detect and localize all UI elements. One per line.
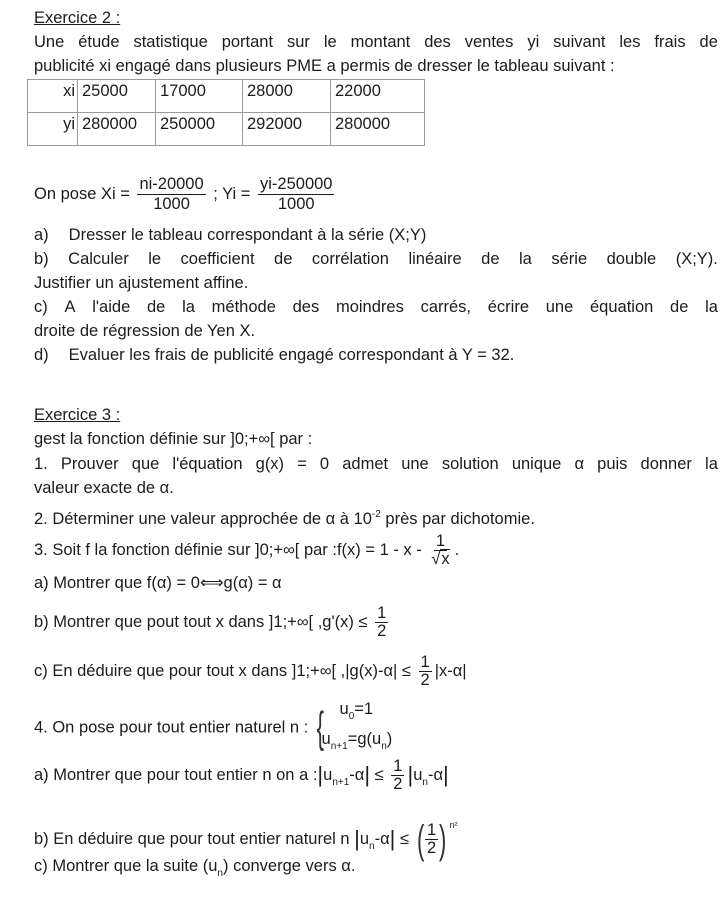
left-brace: { bbox=[316, 703, 324, 752]
abs-bar: | bbox=[389, 826, 396, 851]
question-4 bbox=[34, 698, 392, 758]
data-table bbox=[27, 79, 425, 146]
table-cell: 280000 bbox=[331, 113, 425, 146]
word: de bbox=[670, 298, 689, 316]
word: donner bbox=[640, 455, 692, 473]
fraction-one-half bbox=[375, 605, 388, 640]
table-cell: 28000 bbox=[243, 80, 331, 113]
fraction-x bbox=[137, 175, 205, 214]
question-4c bbox=[34, 855, 355, 885]
variable-change bbox=[34, 174, 337, 214]
abs-bar: | bbox=[407, 762, 414, 787]
question-text: ) converge vers α. bbox=[222, 857, 356, 875]
question-1-continuation: valeur exacte de α. bbox=[34, 479, 174, 497]
fraction-denominator: 2 bbox=[420, 671, 430, 690]
question-text: 2. Déterminer une valeur approchée de α à 10 bbox=[34, 510, 372, 528]
u: u bbox=[339, 700, 349, 718]
fraction-numerator: ni-20000 bbox=[139, 175, 204, 194]
close-paren: ) bbox=[386, 730, 393, 748]
word: une bbox=[545, 298, 574, 316]
word: unique bbox=[511, 455, 562, 473]
word: portant bbox=[221, 33, 274, 51]
question-4a bbox=[34, 755, 449, 803]
word: carrés, bbox=[420, 298, 471, 316]
fraction-numerator: 1 bbox=[393, 757, 403, 776]
word: (X;Y). bbox=[675, 250, 718, 268]
question-text: a) Montrer que pour tout entier n on a : bbox=[34, 766, 318, 784]
word: des bbox=[292, 298, 320, 316]
word: = bbox=[297, 455, 307, 473]
word: c) bbox=[34, 298, 48, 316]
word: étude bbox=[78, 33, 120, 51]
word: l'aide bbox=[92, 298, 131, 316]
word: puis bbox=[597, 455, 628, 473]
word: le bbox=[148, 250, 162, 268]
word: solution bbox=[441, 455, 499, 473]
fraction-one-half bbox=[419, 654, 432, 689]
exercise-2-title: Exercice 2 : bbox=[34, 9, 121, 27]
subscript: n bbox=[217, 868, 223, 879]
fraction-denominator: √x bbox=[431, 550, 450, 569]
word: g(x) bbox=[255, 455, 285, 473]
word: la bbox=[182, 298, 195, 316]
question-text: b) Montrer que pout tout x dans ]1;+∞[ ,g'(x) ≤ bbox=[34, 613, 373, 631]
sqrt-radicand: x bbox=[441, 550, 450, 569]
question-text: b) En déduire que pour tout entier naturel n bbox=[34, 830, 355, 848]
abs-bar: | bbox=[364, 762, 371, 787]
table-cell: 292000 bbox=[243, 113, 331, 146]
fraction-denominator: 2 bbox=[377, 622, 387, 641]
fraction-numerator: 1 bbox=[377, 604, 387, 623]
system-lines bbox=[322, 698, 393, 758]
word: une bbox=[401, 455, 429, 473]
question-3c bbox=[34, 651, 467, 691]
minus-alpha: -α bbox=[374, 830, 390, 848]
word: moindres bbox=[335, 298, 404, 316]
question-text: Evaluer les frais de publicité engagé correspondant à Y = 32. bbox=[68, 346, 515, 364]
word: statistique bbox=[133, 33, 208, 51]
fraction-numerator: 1 bbox=[420, 653, 430, 672]
table-cell: 250000 bbox=[156, 113, 243, 146]
pose-prefix: On pose Xi = bbox=[34, 185, 135, 203]
row-label-yi: yi bbox=[28, 113, 78, 146]
question-1 bbox=[34, 453, 718, 475]
word: frais bbox=[654, 33, 686, 51]
u: u bbox=[359, 830, 370, 848]
exponent: n² bbox=[449, 820, 458, 830]
word: le bbox=[323, 33, 337, 51]
table-row-yi bbox=[28, 113, 425, 146]
question-c-continuation: droite de régression de Yen X. bbox=[34, 322, 256, 340]
question-3 bbox=[34, 530, 459, 570]
word: admet bbox=[342, 455, 389, 473]
pose-separator: ; Yi = bbox=[208, 185, 255, 203]
question-c bbox=[34, 296, 718, 318]
word: montant bbox=[350, 33, 411, 51]
fraction-denominator: 2 bbox=[426, 839, 437, 858]
subscript: n+1 bbox=[330, 741, 348, 752]
exercise-3-title: Exercice 3 : bbox=[34, 406, 121, 424]
question-text: c) En déduire que pour tout x dans ]1;+∞[ ,|g(x)-α| ≤ bbox=[34, 662, 416, 680]
word: de bbox=[699, 33, 718, 51]
word: 0 bbox=[319, 455, 330, 473]
abs-bar: | bbox=[317, 762, 324, 787]
fraction-denominator: 1000 bbox=[153, 195, 190, 214]
table-cell: 17000 bbox=[156, 80, 243, 113]
word: méthode bbox=[211, 298, 276, 316]
u: u bbox=[413, 766, 423, 784]
question-letter: d) bbox=[34, 346, 49, 364]
word: la bbox=[705, 455, 718, 473]
fraction-one-half bbox=[391, 758, 404, 793]
right-paren: ) bbox=[439, 817, 447, 862]
fraction-numerator: yi-250000 bbox=[260, 175, 333, 194]
word: écrire bbox=[487, 298, 529, 316]
table-cell: 22000 bbox=[331, 80, 425, 113]
subscript: n bbox=[422, 777, 428, 788]
abs-bar: | bbox=[443, 762, 449, 787]
exercise-2-intro-line-2: publicité xi engagé dans plusieurs PME a permis de dresser le tableau suivant : bbox=[34, 57, 615, 75]
word: A bbox=[64, 298, 76, 316]
word: l'équation bbox=[172, 455, 243, 473]
word: série bbox=[551, 250, 588, 268]
word: la bbox=[519, 250, 532, 268]
word: 1. bbox=[34, 455, 48, 473]
word: la bbox=[705, 298, 718, 316]
table-cell: 280000 bbox=[78, 113, 156, 146]
leq: ≤ bbox=[370, 766, 389, 784]
word: linéaire bbox=[408, 250, 462, 268]
question-a bbox=[34, 224, 426, 246]
table-cell: 25000 bbox=[78, 80, 156, 113]
fraction-numerator: 1 bbox=[435, 532, 446, 551]
word: des bbox=[424, 33, 451, 51]
u: u bbox=[323, 766, 333, 784]
question-text: |x-α| bbox=[434, 662, 467, 680]
system-line-2 bbox=[322, 728, 393, 758]
fraction-denominator: 2 bbox=[393, 775, 403, 794]
minus-alpha: -α bbox=[349, 766, 365, 784]
word: b) bbox=[34, 250, 49, 268]
fraction-one-over-sqrt-x bbox=[429, 533, 451, 568]
question-text: près par dichotomie. bbox=[380, 510, 535, 528]
fraction-denominator: 1000 bbox=[277, 195, 315, 214]
u: u bbox=[321, 730, 331, 748]
question-text: . bbox=[454, 541, 460, 559]
word: de bbox=[146, 298, 166, 316]
fraction-y bbox=[258, 175, 334, 214]
word: équation bbox=[590, 298, 654, 316]
word: yi bbox=[527, 33, 540, 51]
word: coefficient bbox=[180, 250, 255, 268]
subscript: n+1 bbox=[332, 777, 350, 788]
word: suivant bbox=[553, 33, 606, 51]
question-3b bbox=[34, 602, 391, 642]
word: Une bbox=[34, 33, 65, 51]
minus-alpha: -α bbox=[427, 766, 443, 784]
question-text: Dresser le tableau correspondant à la série (X;Y) bbox=[68, 226, 427, 244]
word: Prouver bbox=[60, 455, 119, 473]
question-letter: a) bbox=[34, 226, 49, 244]
question-2 bbox=[34, 504, 535, 530]
abs-bar: | bbox=[354, 826, 360, 851]
recurrence-rhs: =g(u bbox=[347, 730, 382, 748]
subscript: n bbox=[381, 741, 387, 752]
recurrence-system bbox=[313, 698, 392, 758]
word: Calculer bbox=[68, 250, 129, 268]
u0-value: =1 bbox=[354, 700, 374, 718]
fraction-one-half bbox=[425, 822, 438, 857]
question-text: c) Montrer que la suite (u bbox=[34, 857, 218, 875]
exercise-2-intro-line-1 bbox=[34, 31, 718, 53]
left-paren: ( bbox=[416, 817, 424, 862]
system-line-1 bbox=[322, 698, 393, 728]
word: de bbox=[274, 250, 293, 268]
row-label-xi: xi bbox=[28, 80, 78, 113]
word: ventes bbox=[464, 33, 514, 51]
leq: ≤ bbox=[395, 830, 414, 848]
question-text: 3. Soit f la fonction définie sur ]0;+∞[ par :f(x) = 1 - x - bbox=[34, 541, 427, 559]
word: double bbox=[606, 250, 657, 268]
word: α bbox=[574, 455, 585, 473]
question-b bbox=[34, 248, 718, 270]
word: les bbox=[619, 33, 641, 51]
word: sur bbox=[287, 33, 310, 51]
word: de bbox=[481, 250, 500, 268]
question-b-continuation: Justifier un ajustement affine. bbox=[34, 274, 249, 292]
question-d bbox=[34, 344, 514, 366]
question-3a: a) Montrer que f(α) = 0⟺g(α) = α bbox=[34, 574, 282, 592]
exponent: -2 bbox=[371, 509, 381, 520]
fraction-numerator: 1 bbox=[426, 821, 437, 840]
word: que bbox=[131, 455, 160, 473]
subscript: n bbox=[369, 841, 375, 852]
question-text: 4. On pose pour tout entier naturel n : bbox=[34, 718, 313, 737]
table-row-xi bbox=[28, 80, 425, 113]
subscript: 0 bbox=[348, 711, 355, 722]
exercise-3-intro: gest la fonction définie sur ]0;+∞[ par : bbox=[34, 430, 313, 448]
word: corrélation bbox=[311, 250, 389, 268]
